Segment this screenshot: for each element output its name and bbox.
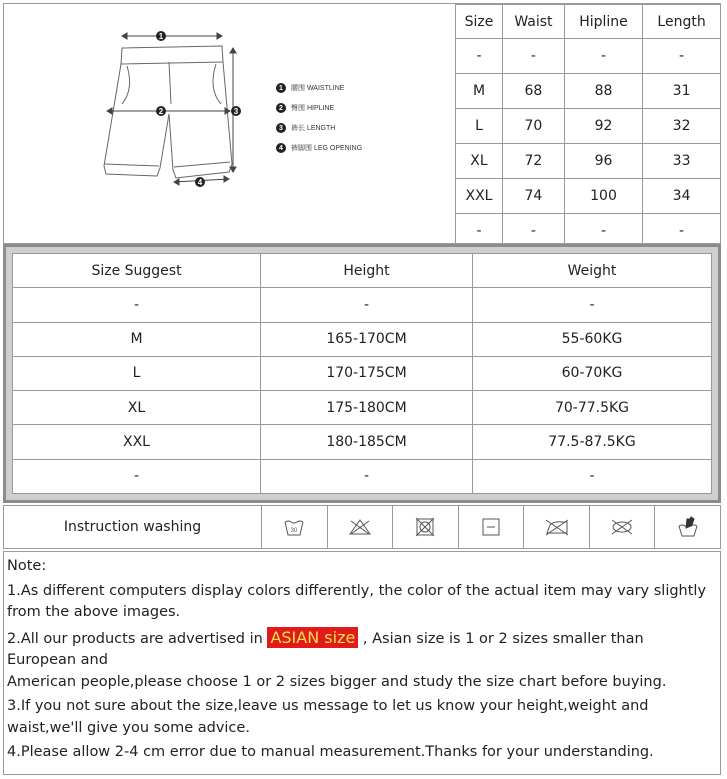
dry-flat-icon [459, 506, 525, 548]
table-cell: M [13, 322, 261, 356]
table-cell: 32 [643, 109, 721, 144]
table-cell: - [643, 39, 721, 74]
diagram-num-2: 2 [158, 107, 164, 116]
table-row [13, 322, 712, 356]
table-cell: 170-175CM [261, 356, 473, 390]
table-cell: 72 [502, 144, 564, 179]
table-cell: 100 [564, 179, 642, 214]
note-1: 1.As different computers display colors differently, the color of the actual item may vary slightly from the above images. [7, 582, 707, 620]
legend-label: 裤脚围 LEG OPENING [291, 145, 363, 152]
table-cell: 55-60KG [473, 322, 712, 356]
diagram-num-1: 1 [158, 32, 164, 41]
table-cell: - [456, 39, 503, 74]
legend-label: 腰围 WAISTLINE [291, 85, 345, 92]
table-cell: 92 [564, 109, 642, 144]
table-cell: - [502, 39, 564, 74]
header-waist: Waist [502, 5, 564, 39]
table-cell: - [13, 459, 261, 493]
low-iron-icon [524, 506, 590, 548]
no-dry-clean-icon [590, 506, 656, 548]
washing-instructions [3, 505, 721, 549]
no-tumble-dry-icon [393, 506, 459, 548]
table-cell: 70 [502, 109, 564, 144]
size-chart-section [3, 3, 721, 244]
table-cell: - [564, 39, 642, 74]
table-cell: - [13, 288, 261, 322]
note-2-text-end: , Asian size is 1 or 2 sizes smaller than European and [7, 630, 644, 668]
note-2-continued: American people,please choose 1 or 2 sizes bigger and study the size chart before buying. [7, 673, 667, 690]
table-cell: 34 [643, 179, 721, 214]
notes-section [3, 551, 721, 775]
header-size-suggest: Size Suggest [13, 254, 261, 288]
size-suggest-section [3, 244, 721, 503]
table-cell: 165-170CM [261, 322, 473, 356]
table-cell: - [564, 214, 642, 249]
table-cell: 175-180CM [261, 391, 473, 425]
table-cell: - [473, 459, 712, 493]
size-measurement-table [455, 4, 721, 249]
note-2 [7, 627, 717, 672]
diagram-num-3: 3 [233, 107, 239, 116]
size-suggest-table [12, 253, 712, 494]
legend-item [276, 138, 362, 158]
measurement-legend [276, 78, 362, 158]
table-header-row [13, 254, 712, 288]
shorts-illustration [4, 4, 455, 243]
table-cell: 68 [502, 74, 564, 109]
header-length: Length [643, 5, 721, 39]
table-cell: 33 [643, 144, 721, 179]
table-row [456, 74, 721, 109]
note-2-text-start: 2.All our products are advertised in [7, 630, 268, 647]
diagram-num-4: 4 [197, 178, 203, 187]
legend-number: 4 [276, 143, 286, 153]
table-cell: 96 [564, 144, 642, 179]
table-cell: - [456, 214, 503, 249]
shorts-diagram [4, 4, 455, 243]
table-cell: L [456, 109, 503, 144]
table-cell: 180-185CM [261, 425, 473, 459]
legend-item [276, 118, 362, 138]
table-cell: XL [456, 144, 503, 179]
table-cell: 77.5-87.5KG [473, 425, 712, 459]
table-row [456, 179, 721, 214]
header-height: Height [261, 254, 473, 288]
table-cell: XL [13, 391, 261, 425]
legend-label: 臀围 HIPLINE [291, 105, 335, 112]
table-cell: - [473, 288, 712, 322]
hand-wash-icon [655, 506, 720, 548]
table-cell: 74 [502, 179, 564, 214]
table-cell: - [261, 288, 473, 322]
table-row [13, 459, 712, 493]
table-row [13, 425, 712, 459]
header-size: Size [456, 5, 503, 39]
table-header-row [456, 5, 721, 39]
note-4: 4.Please allow 2-4 cm error due to manual measurement.Thanks for your understanding. [7, 744, 654, 760]
table-cell: 70-77.5KG [473, 391, 712, 425]
table-cell: L [13, 356, 261, 390]
table-row [13, 288, 712, 322]
washing-label: Instruction washing [4, 506, 262, 548]
table-cell: XXL [456, 179, 503, 214]
table-cell: 31 [643, 74, 721, 109]
asian-size-highlight: ASIAN size [267, 627, 358, 648]
table-cell: - [643, 214, 721, 249]
legend-number: 3 [276, 123, 286, 133]
table-cell: 60-70KG [473, 356, 712, 390]
header-hipline: Hipline [564, 5, 642, 39]
table-cell: XXL [13, 425, 261, 459]
table-cell: - [502, 214, 564, 249]
notes-title: Note: [7, 558, 47, 574]
table-cell: - [261, 459, 473, 493]
legend-number: 1 [276, 83, 286, 93]
table-row [13, 391, 712, 425]
table-cell: 88 [564, 74, 642, 109]
no-bleach-icon [328, 506, 394, 548]
wash-30-icon [262, 506, 328, 548]
legend-item [276, 78, 362, 98]
svg-text:30: 30 [290, 528, 298, 534]
table-cell: M [456, 74, 503, 109]
table-row [456, 144, 721, 179]
table-row [456, 109, 721, 144]
legend-number: 2 [276, 103, 286, 113]
header-weight: Weight [473, 254, 712, 288]
table-row [13, 356, 712, 390]
legend-item [276, 98, 362, 118]
legend-label: 裤长 LENGTH [291, 125, 336, 132]
table-row [456, 39, 721, 74]
note-3: 3.If you not sure about the size,leave us message to let us know your height,weight and waist,we'll give you some advice. [7, 698, 649, 736]
size-suggest-frame [12, 253, 712, 494]
